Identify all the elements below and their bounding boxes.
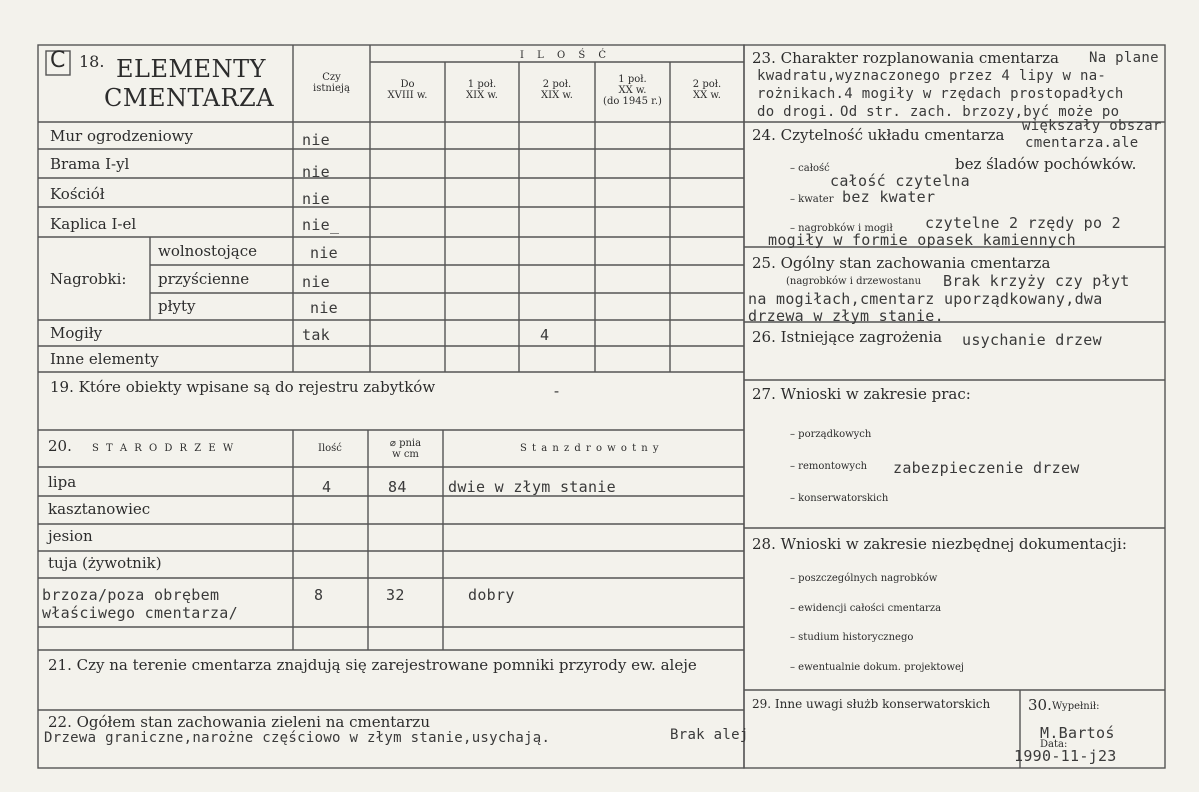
typed-czy-mogily: tak (302, 326, 330, 344)
typed-s24-2: bez śladów pochówków. (955, 155, 1137, 173)
row-mogily: Mogiły (50, 324, 103, 342)
typed-s23-4: do drogi. (757, 104, 836, 120)
typed-s23-2: kwadratu,wyznaczonego przez 4 lipy w na- (757, 68, 1107, 84)
tree-tuja: tuja (żywotnik) (48, 554, 162, 572)
typed-s25-2: na mogiłach,cmentarz uporządkowany,dwa (748, 290, 1103, 308)
tree-lipa: lipa (48, 473, 77, 491)
col-1pol-xx: 1 poł. XX w. (do 1945 r.) (603, 74, 662, 107)
typed-s24-nagr-1: czytelne 2 rzędy po 2 (925, 214, 1121, 232)
s27-porzadkowych: – porządkowych (790, 429, 872, 440)
s28-nagrobkow: – poszczególnych nagrobków (790, 573, 938, 584)
row-brama: Brama I-yl (50, 155, 130, 173)
s20-col-pnia: ⌀ pnia w cm (389, 438, 422, 460)
typed-s24-kwater: bez kwater (842, 188, 936, 206)
s27-konserwatorskich: – konserwatorskich (790, 493, 889, 504)
tree-jesion: jesion (48, 527, 93, 545)
typed-czy-kosciol: nie (302, 190, 330, 208)
typed-lipa-stan: dwie w złym stanie (448, 478, 616, 496)
typed-s23-1: Na plane (1089, 50, 1159, 66)
section-18-title-1: ELEMENTY (116, 55, 266, 83)
col-2pol-xix: 2 poł. XIX w. (541, 79, 573, 101)
typed-s22: Drzewa graniczne,narożne częściowo w złym stanie,usychają. (44, 730, 551, 746)
typed-s23-3: rożnikach.4 mogiły w rzędach prostopadłych (757, 86, 1124, 102)
section-20-number: 20. (48, 437, 72, 455)
row-przyscienne: przyścienne (158, 270, 250, 288)
typed-czy-wolnostojace: nie (310, 244, 338, 262)
typed-brzoza-1: brzoza/poza obrębem (42, 586, 220, 604)
ilosc-header: I L O Ś Ć (520, 50, 612, 61)
s28-ewentualnie: – ewentualnie dokum. projektowej (790, 662, 965, 673)
s27-remontowych: – remontowych (790, 461, 868, 472)
col-2pol-xx: 2 poł. XX w. (692, 79, 722, 101)
section-25: 25. Ogólny stan zachowania cmentarza (752, 254, 1051, 272)
section-29: 29. Inne uwagi służb konserwatorskich (752, 697, 991, 711)
typed-czy-przyscienne: nie (302, 273, 330, 291)
s20-col-stan: S t a n z d r o w o t n y (520, 443, 660, 454)
row-kosciol: Kościół (50, 185, 105, 203)
section-21: 21. Czy na terenie cmentarza znajdują się zarejestrowane pomniki przyrody ew. aleje (48, 656, 697, 674)
s24-nagr-label: – nagrobków i mogił (790, 223, 893, 234)
typed-name: M.Bartoś (1040, 724, 1115, 742)
section-30-number: 30. (1028, 696, 1052, 714)
s24-kwater-label: – kwater (790, 194, 834, 205)
typed-czy-kaplica: nie_ (302, 216, 340, 234)
row-wolnostojace: wolnostojące (158, 242, 257, 260)
data-label: Data: (1040, 739, 1068, 750)
tree-kasztanowiec: kasztanowiec (48, 500, 151, 518)
typed-s19: - (552, 382, 562, 400)
section-30-label: Wypełnił: (1052, 701, 1100, 712)
section-20-title: S T A R O D R Z E W (92, 443, 236, 454)
s28-ewidencji: – ewidencji całości cmentarza (790, 603, 942, 614)
form-code: C (50, 48, 66, 73)
section-24: 24. Czytelność układu cmentarza (752, 126, 1005, 144)
typed-s22-tail: Brak alej (670, 727, 749, 743)
section-18-title-2: CMENTARZA (104, 84, 275, 112)
section-28: 28. Wnioski w zakresie niezbędnej dokumentacji: (752, 535, 1127, 553)
s20-col-ilosc: Ilość (318, 443, 342, 454)
s25-sub: (nagrobków i drzewostanu (786, 276, 922, 287)
row-inne: Inne elementy (50, 350, 159, 368)
typed-brzoza-pien: 32 (386, 586, 405, 604)
typed-lipa-pien: 84 (388, 478, 407, 496)
typed-date: 1990-11-j23 (1014, 747, 1117, 765)
typed-czy-mur: nie (302, 131, 330, 149)
typed-s27: zabezpieczenie drzew (893, 459, 1080, 477)
section-22: 22. Ogółem stan zachowania zieleni na cmentarzu (48, 713, 430, 731)
col-do-xviii: Do XVIII w. (387, 79, 428, 101)
typed-brzoza-stan: dobry (468, 586, 515, 604)
typed-lipa-ilosc: 4 (322, 478, 332, 496)
typed-s23-4b: Od str. zach. brzozy,być może po (840, 104, 1120, 120)
typed-s25-1: Brak krzyży czy płyt (943, 272, 1130, 290)
row-plyty: płyty (158, 297, 196, 315)
s28-studium: – studium historycznego (790, 632, 914, 643)
row-nagrobki: Nagrobki: (50, 270, 127, 288)
typed-s26: usychanie drzew (962, 331, 1102, 349)
row-kaplica: Kaplica I-el (50, 215, 137, 233)
typed-czy-plyty: nie (310, 299, 338, 317)
typed-brzoza-ilosc: 8 (314, 586, 324, 604)
typed-s25-3: drzewa w złym stanie. (748, 307, 944, 325)
typed-s24-1: cmentarza.ale (1025, 135, 1139, 151)
typed-czy-brama: nie (302, 163, 330, 181)
section-27: 27. Wnioski w zakresie prac: (752, 385, 971, 403)
typed-s24-calosc: całość czytelna (830, 172, 970, 190)
section-19: 19. Które obiekty wpisane są do rejestru zabytków (50, 378, 436, 396)
section-18-number: 18. (79, 52, 105, 71)
typed-brzoza-2: właściwego cmentarza/ (42, 604, 238, 622)
row-mur: Mur ogrodzeniowy (50, 127, 193, 145)
typed-mogily-2pol-xix: 4 (540, 326, 550, 344)
section-26: 26. Istniejące zagrożenia (752, 328, 943, 346)
typed-s23-5: większały obszar (1022, 118, 1162, 134)
col-czy-istnieja: Czy istnieją (313, 72, 350, 94)
section-23: 23. Charakter rozplanowania cmentarza (752, 49, 1059, 67)
typed-s24-nagr-2: mogiły w formie opasek kamiennych (768, 231, 1076, 249)
s24-calosc-label: – całość (790, 163, 830, 174)
col-1pol-xix: 1 poł. XIX w. (466, 79, 498, 101)
